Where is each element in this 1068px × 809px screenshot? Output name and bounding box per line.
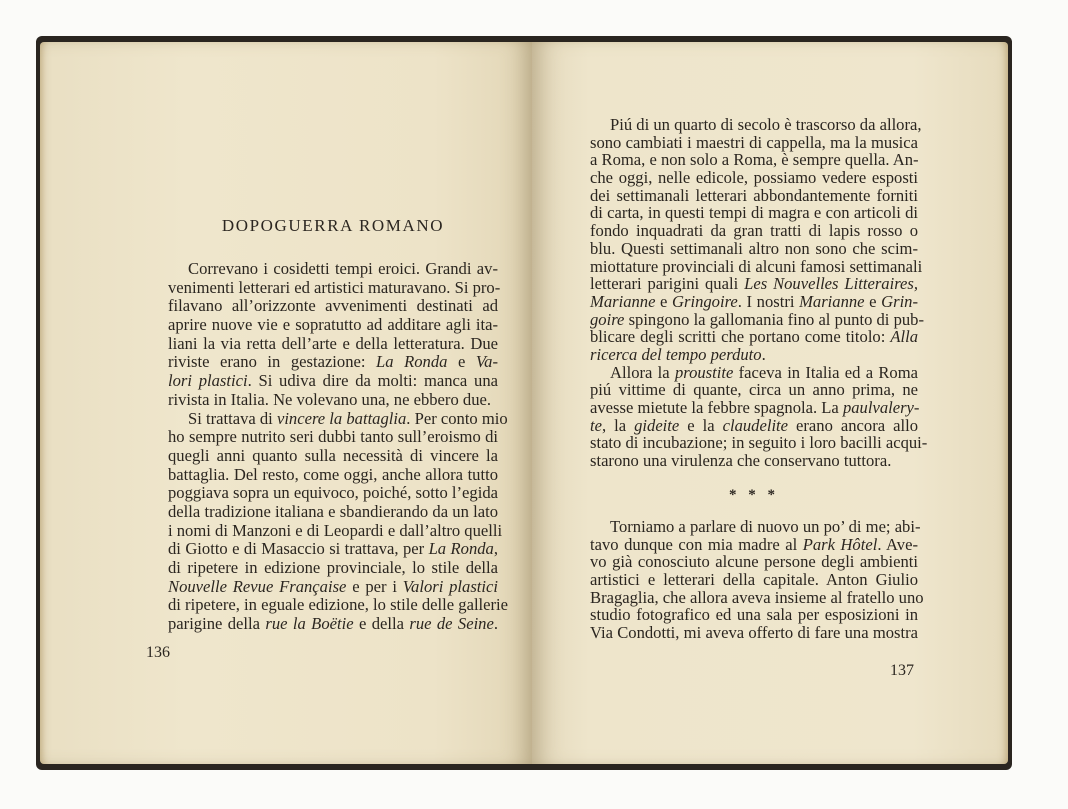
italic-text: rue la Boëtie (265, 614, 354, 634)
text-segment: Allora la (610, 362, 675, 382)
text-segment: dei settimanali letterari abbondantemente forniti (590, 185, 918, 205)
text-segment: letterari parigini quali (590, 274, 745, 294)
text-segment: poggiava sopra un equivoco, poiché, sotto l’egida (168, 483, 498, 503)
italic-text: rue de Seine (409, 614, 494, 634)
text-line (168, 466, 498, 485)
text-segment: . (493, 614, 499, 634)
text-line (590, 536, 918, 554)
text-segment: e (655, 291, 673, 311)
italic-text: La Ronda (428, 539, 494, 559)
text-segment: faceva in Italia ed a Roma (733, 362, 918, 382)
text-segment: , (493, 539, 498, 559)
text-line (590, 399, 918, 417)
italic-text: claudelite (722, 415, 789, 435)
text-line (168, 503, 498, 522)
text-segment: . Si udiva dire da molti: manca una (247, 371, 498, 391)
text-segment: fondo inquadrati da gran tratti di lapis rosso o (590, 221, 918, 241)
italic-text: Nouvelle Revue Française (168, 576, 347, 596)
text-segment: riviste erano in gestazione: (168, 352, 377, 372)
text-line (590, 571, 918, 589)
text-line (590, 256, 923, 276)
text-line (590, 115, 922, 134)
text-line (590, 134, 918, 152)
text-line (590, 309, 924, 329)
text-line (590, 275, 918, 293)
text-segment: di ripetere, in eguale edizione, lo stile delle gallerie (168, 595, 509, 615)
italic-text: Alla (890, 327, 918, 347)
text-line (590, 346, 918, 364)
italic-text: proustite (674, 362, 734, 382)
text-segment: spingono la gallomania fino al punto di pub- (624, 309, 924, 329)
text-line (168, 428, 498, 447)
text-segment: blu. Questi settimanali altro non sono che scim- (590, 238, 918, 258)
text-segment: piú vittime di quante, circa un anno prima, ne (590, 380, 918, 400)
text-segment: battaglia. Del resto, come oggi, anche allora tutto (168, 464, 498, 484)
text-line (590, 328, 918, 346)
italic-text: Gringoire (672, 291, 738, 311)
text-segment: tavo dunque con mia madre al (590, 534, 803, 554)
italic-text: lori plastici (168, 371, 248, 391)
text-line (590, 417, 918, 435)
text-line (590, 187, 918, 205)
text-line (168, 297, 498, 316)
left-page-text (168, 259, 509, 634)
text-segment: miottature provinciali di alcuni famosi settimanali (590, 256, 923, 276)
text-segment: di carta, in questi tempi di magra e con articoli di (590, 203, 918, 223)
italic-text: paulvalery- (842, 398, 920, 417)
text-segment: e per i (346, 576, 403, 596)
text-line (168, 260, 498, 279)
text-line (168, 615, 498, 634)
text-segment: Correvano i cosidetti tempi eroici. Grandi av- (188, 259, 498, 278)
text-segment: Torniamo a parlare di nuovo un po’ di me; abi- (610, 517, 921, 536)
italic-text: gideite (634, 415, 680, 435)
text-segment: . (761, 344, 766, 364)
text-line (590, 381, 918, 399)
text-line (168, 316, 498, 335)
text-line (590, 204, 918, 222)
text-line (168, 520, 503, 541)
text-segment: i nomi di Manzoni e di Leopardi e dall’altro quelli (168, 520, 503, 540)
text-segment: stato di incubazione; in seguito i loro bacilli acqui- (590, 433, 928, 453)
text-segment: vo già conosciuto alcune persone degli ambienti (590, 552, 918, 572)
text-line (168, 277, 501, 298)
text-line (590, 222, 918, 240)
text-segment: quegli anni quanto sulla necessità di vincere la (168, 445, 498, 465)
text-segment: Piú di un quarto di secolo è trascorso da allora, (610, 115, 922, 134)
text-segment: di ripetere in edizione provinciale, lo stile della (168, 558, 498, 577)
text-line (590, 587, 924, 607)
text-line (168, 335, 498, 354)
text-segment: a Roma, e non solo a Roma, è sempre quella. An- (590, 150, 919, 170)
right-page-text-top (590, 115, 928, 471)
text-segment: avesse mietute la febbre spagnola. La (590, 398, 843, 417)
text-segment: di Giotto e di Masaccio si trattava, per (168, 539, 429, 559)
text-line (590, 553, 918, 571)
text-line (590, 293, 918, 311)
text-segment: Bragaglia, che allora aveva insieme al fratello uno (590, 587, 924, 607)
text-segment: studio fotografico ed una sala per esposizioni in (590, 605, 918, 625)
text-segment: erano ancora allo (788, 415, 918, 435)
text-line (168, 559, 498, 578)
text-segment: blicare degli scritti che portano come titolo: (590, 327, 891, 347)
text-line (168, 595, 509, 615)
section-separator: * * * (729, 487, 779, 503)
text-segment: starono una virulenza che conservano tuttora. (590, 451, 892, 471)
italic-text: goire (590, 309, 625, 329)
text-segment: che oggi, nelle edicole, possiamo vedere esposti (590, 168, 918, 188)
italic-text: vincere la battaglia (276, 408, 407, 428)
text-line (590, 452, 918, 470)
italic-text: La Ronda (376, 352, 448, 372)
italic-text: Les Nouvelles Litteraires, (744, 274, 919, 294)
text-line (590, 624, 918, 642)
text-line (168, 447, 498, 466)
text-line (168, 353, 498, 372)
text-line (590, 606, 918, 624)
text-segment: filavano all’orizzonte avvenimenti destinati ad (168, 296, 498, 316)
text-line (168, 540, 498, 559)
text-segment: parigine della (168, 614, 266, 634)
text-segment: . Per conto mio (406, 408, 508, 428)
italic-text: Marianne (799, 291, 865, 311)
text-line (168, 484, 498, 503)
text-segment: ho sempre nutrito seri dubbi tanto sull’eroismo di (168, 427, 498, 447)
text-line (590, 517, 921, 536)
text-line (590, 364, 918, 382)
italic-text: Va- (475, 352, 498, 372)
text-segment: e della (353, 614, 410, 634)
page-number-left: 136 (146, 644, 170, 661)
text-segment: liani la via retta dell’arte e della letteratura. Due (168, 333, 498, 353)
text-segment: artistici e letterari della capitale. Anton Giulio (590, 570, 918, 590)
text-segment: . Ave- (877, 534, 918, 554)
chapter-title: DOPOGUERRA ROMANO (221, 216, 445, 235)
text-segment: e la (679, 415, 723, 435)
text-line (590, 240, 918, 258)
text-line (168, 578, 498, 597)
text-segment: , la (601, 415, 635, 435)
text-line (590, 433, 928, 453)
italic-text: Marianne (590, 291, 656, 311)
text-segment: . I nostri (737, 291, 800, 311)
italic-text: Valori plastici (402, 576, 498, 596)
text-segment: della tradizione italiana e sbandierando da un lato (168, 501, 498, 521)
text-line (168, 408, 508, 429)
text-segment: rivista in Italia. Ne volevano una, ne ebbero due. (168, 389, 492, 409)
italic-text: Park Hôtel (802, 534, 878, 554)
italic-text: Grin- (881, 291, 918, 311)
text-segment: Via Condotti, mi aveva offerto di fare una mostra (590, 623, 918, 643)
text-line (590, 151, 918, 169)
text-line (168, 391, 498, 410)
text-segment: venimenti letterari ed artistici maturavano. Si pro- (168, 277, 501, 297)
right-page-text-bottom (590, 517, 924, 643)
text-segment: sono cambiati i maestri di cappella, ma la musica (590, 132, 918, 152)
text-segment: aprire nuove vie e sopratutto ad additare agli ita- (168, 315, 498, 335)
text-line (590, 169, 918, 187)
text-line (168, 372, 498, 391)
page-number-right: 137 (890, 662, 914, 679)
italic-text: te (590, 415, 602, 435)
text-segment: e (864, 291, 882, 311)
text-segment: e (447, 352, 476, 372)
text-segment: Si trattava di (188, 408, 277, 428)
italic-text: ricerca del tempo perduto (590, 344, 762, 364)
